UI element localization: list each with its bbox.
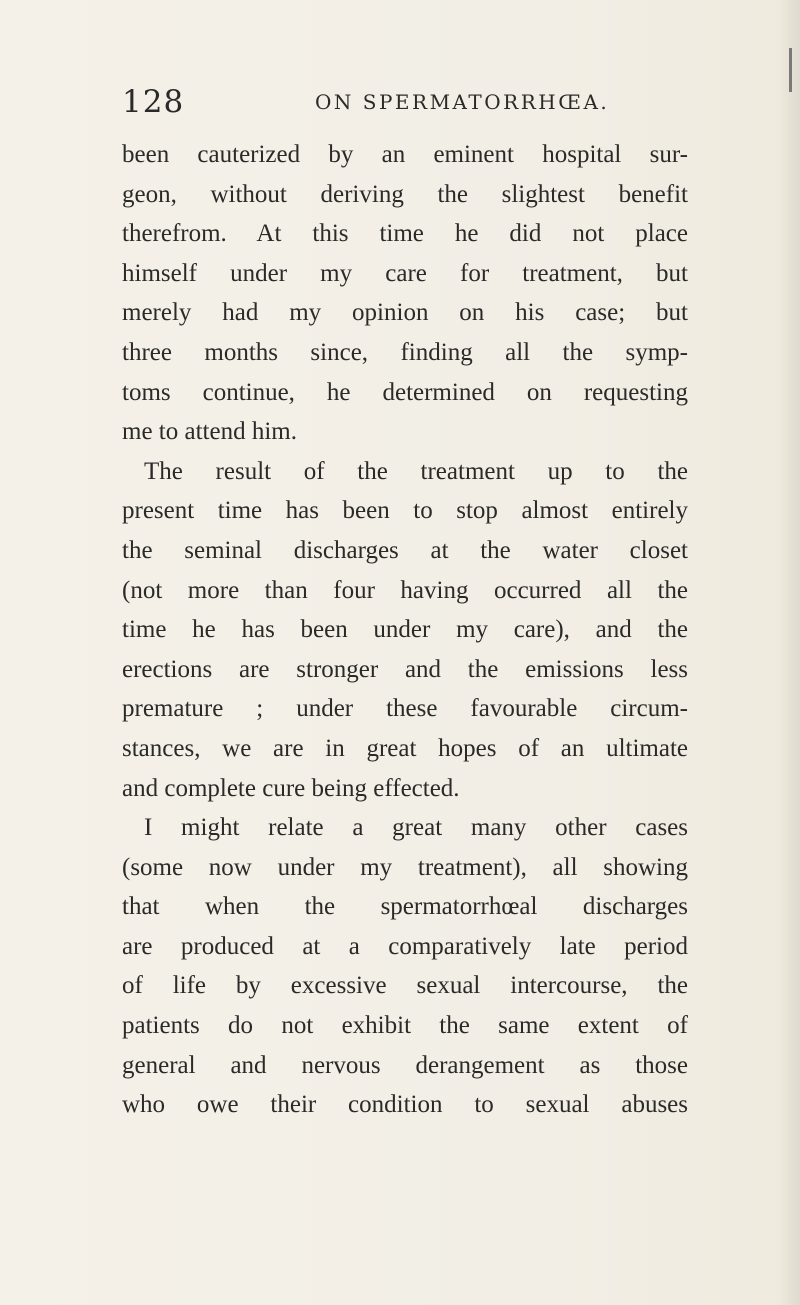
text-line: time he has been under my care), and the bbox=[122, 616, 688, 644]
text-line: general and nervous derangement as those bbox=[122, 1051, 688, 1079]
paragraph-start-line: I might relate a great many other cases bbox=[144, 814, 688, 842]
text-line: geon, without deriving the slightest benefit bbox=[122, 180, 688, 208]
paragraph-start-line: The result of the treatment up to the bbox=[144, 457, 688, 485]
text-line: the seminal discharges at the water closet bbox=[122, 536, 688, 564]
text-line: premature ; under these favourable circum- bbox=[122, 695, 688, 723]
text-line: are produced at a comparatively late period bbox=[122, 932, 688, 960]
text-line: therefrom. At this time he did not place bbox=[122, 220, 688, 248]
running-title: ON SPERMATORRHŒA. bbox=[315, 90, 610, 114]
page-edge-mark bbox=[789, 48, 792, 92]
text-line: who owe their condition to sexual abuses bbox=[122, 1091, 688, 1119]
text-line: present time has been to stop almost entirely bbox=[122, 497, 688, 525]
text-line: been cauterized by an eminent hospital sur- bbox=[122, 141, 688, 168]
text-line: and complete cure being effected. bbox=[122, 774, 460, 802]
text-line: (not more than four having occurred all the bbox=[122, 576, 688, 604]
page-header bbox=[122, 82, 682, 122]
text-line: stances, we are in great hopes of an ultimate bbox=[122, 734, 688, 762]
text-line: toms continue, he determined on requesting bbox=[122, 378, 688, 406]
text-line: erections are stronger and the emissions less bbox=[122, 655, 688, 683]
text-line: patients do not exhibit the same extent of bbox=[122, 1012, 688, 1040]
text-line: (some now under my treatment), all showing bbox=[122, 853, 688, 881]
text-line: of life by excessive sexual intercourse, the bbox=[122, 972, 688, 1000]
text-line: himself under my care for treatment, but bbox=[122, 259, 688, 287]
text-line: three months since, finding all the symp- bbox=[122, 338, 688, 366]
text-line: me to attend him. bbox=[122, 418, 297, 446]
text-line: that when the spermatorrhœal discharges bbox=[122, 893, 688, 921]
body-text bbox=[122, 135, 688, 1125]
page-number: 128 bbox=[122, 84, 185, 120]
page-edge-shadow bbox=[778, 0, 800, 1305]
text-line: merely had my opinion on his case; but bbox=[122, 299, 688, 327]
